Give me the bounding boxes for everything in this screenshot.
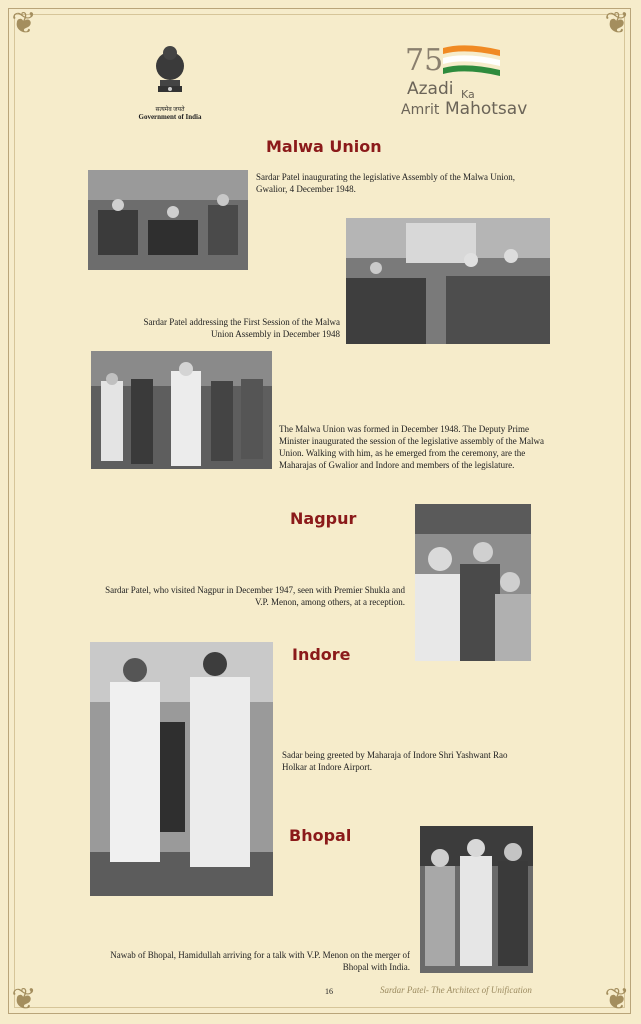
photo-assembly-session (346, 218, 550, 344)
logo-mahotsav: Mahotsav (445, 99, 528, 119)
emblem-caption: Government of India (138, 113, 202, 121)
corner-ornament: ❦ (11, 983, 37, 1016)
bhopal-heading: Bhopal (289, 826, 352, 845)
corner-ornament: ❦ (11, 7, 37, 40)
photo-bhopal-nawab (420, 826, 533, 973)
emblem-motto: सत्यमेव जयते (155, 107, 185, 113)
caption-malwa-1: Sardar Patel inaugurating the legislative Assembly of the Malwa Union, Gwalior, 4 December 1948. (256, 172, 515, 194)
national-emblem (135, 40, 205, 121)
nagpur-heading: Nagpur (290, 509, 357, 528)
indore-heading: Indore (292, 645, 351, 664)
logo-amrit: Amrit (401, 102, 440, 118)
caption-nagpur: Sardar Patel, who visited Nagpur in December 1947, seen with Premier Shukla and V.P. Menon, among others, at a reception. (105, 585, 405, 607)
corner-ornament: ❦ (604, 983, 630, 1016)
lion-capital-icon (150, 40, 190, 98)
photo-indore-airport (90, 642, 273, 896)
logo-number: 75 (405, 43, 444, 78)
malwa-union-heading: Malwa Union (266, 137, 382, 156)
caption-bhopal: Nawab of Bhopal, Hamidullah arriving for a talk with V.P. Menon on the merger of Bhopal with India. (110, 950, 410, 972)
photo-assembly-inauguration (88, 170, 248, 270)
photo-nagpur-reception (415, 504, 531, 661)
caption-malwa-3: The Malwa Union was formed in December 1948. The Deputy Prime Minister inaugurated the session of the legislative assembly of the Malwa Union. Walking with him, as he emerged from the ceremony, are the Maharajas of Gwalior and Indore and members of the legislature. (279, 424, 544, 470)
caption-indore: Sadar being greeted by Maharaja of Indore Shri Yashwant Rao Holkar at Indore Airport. (282, 750, 508, 772)
azadi-ka-amrit-mahotsav-logo (401, 40, 535, 120)
corner-ornament: ❦ (604, 7, 630, 40)
footer-title: Sardar Patel- The Architect of Unification (380, 985, 532, 995)
photo-procession (91, 351, 272, 469)
logo-azadi: Azadi (407, 79, 454, 99)
caption-malwa-2: Sardar Patel addressing the First Session of the Malwa Union Assembly in December 1948 (143, 317, 340, 339)
logo-ka: Ka (461, 88, 475, 101)
page-number: 16 (325, 987, 333, 996)
